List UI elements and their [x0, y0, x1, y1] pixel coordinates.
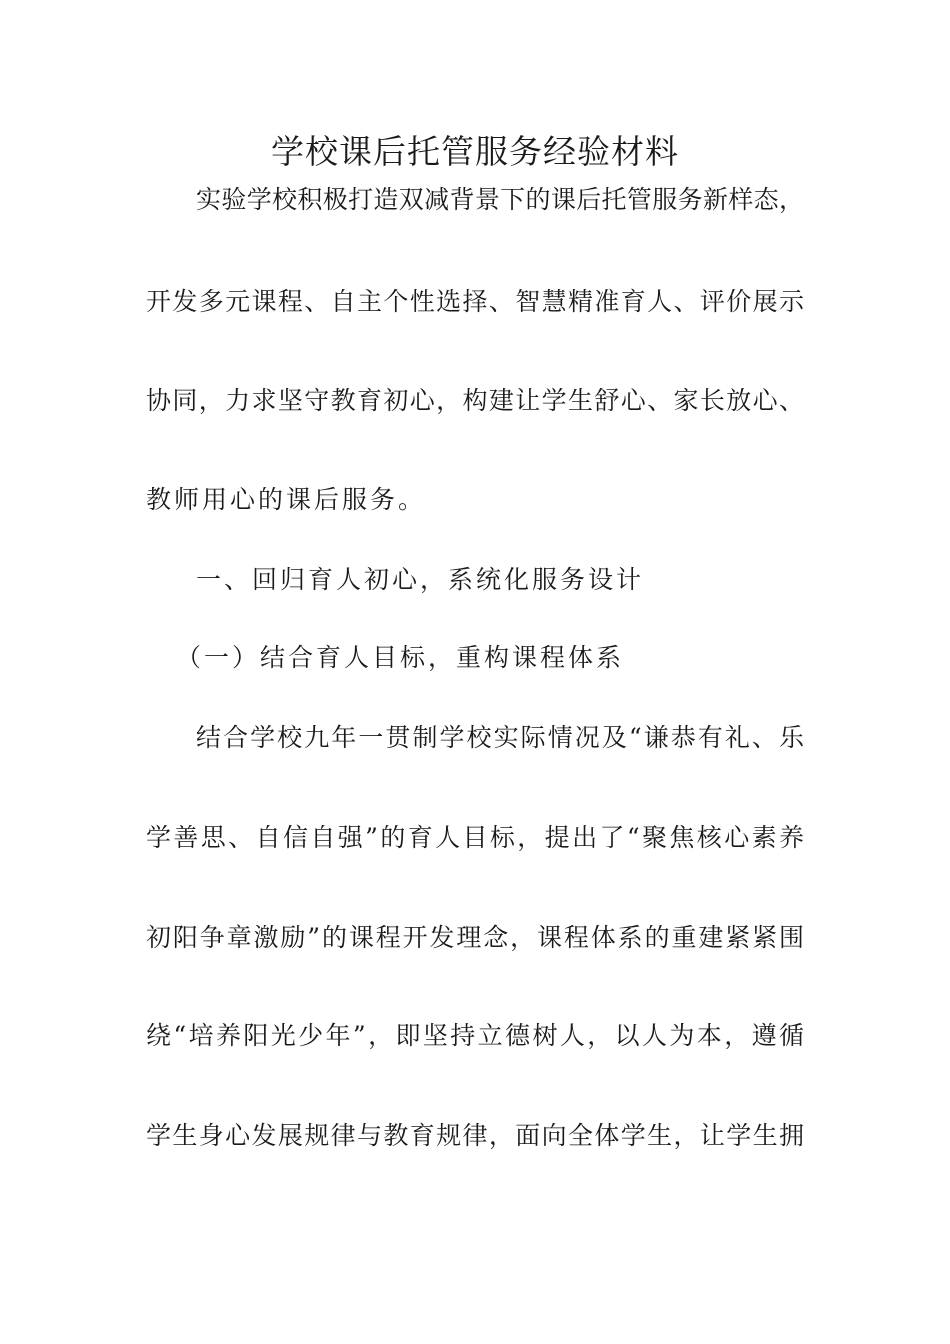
paragraph-line: 学生身心发展规律与教育规律，面向全体学生，让学生拥 [146, 1121, 804, 1150]
paragraph-line: 初阳争章激励”的课程开发理念，课程体系的重建紧紧围 [146, 923, 804, 952]
document-title: 学校课后托管服务经验材料 [271, 132, 679, 171]
paragraph-line: 协同，力求坚守教育初心，构建让学生舒心、家长放心、 [146, 386, 804, 415]
section-heading: 一、回归育人初心，系统化服务设计 [196, 565, 645, 594]
subsection-heading: （一）结合育人目标，重构课程体系 [176, 643, 625, 672]
paragraph-line: 学善思、自信自强”的育人目标，提出了“聚焦核心素养 [146, 823, 804, 852]
paragraph-line: 结合学校九年一贯制学校实际情况及“谦恭有礼、乐 [196, 723, 804, 752]
paragraph-line: 绕“培养阳光少年”，即坚持立德树人，以人为本，遵循 [146, 1021, 804, 1050]
paragraph-line: 实验学校积极打造双减背景下的课后托管服务新样态， [196, 185, 804, 214]
paragraph-line: 开发多元课程、自主个性选择、智慧精准育人、评价展示 [146, 287, 804, 316]
paragraph-line: 教师用心的课后服务。 [146, 485, 427, 514]
